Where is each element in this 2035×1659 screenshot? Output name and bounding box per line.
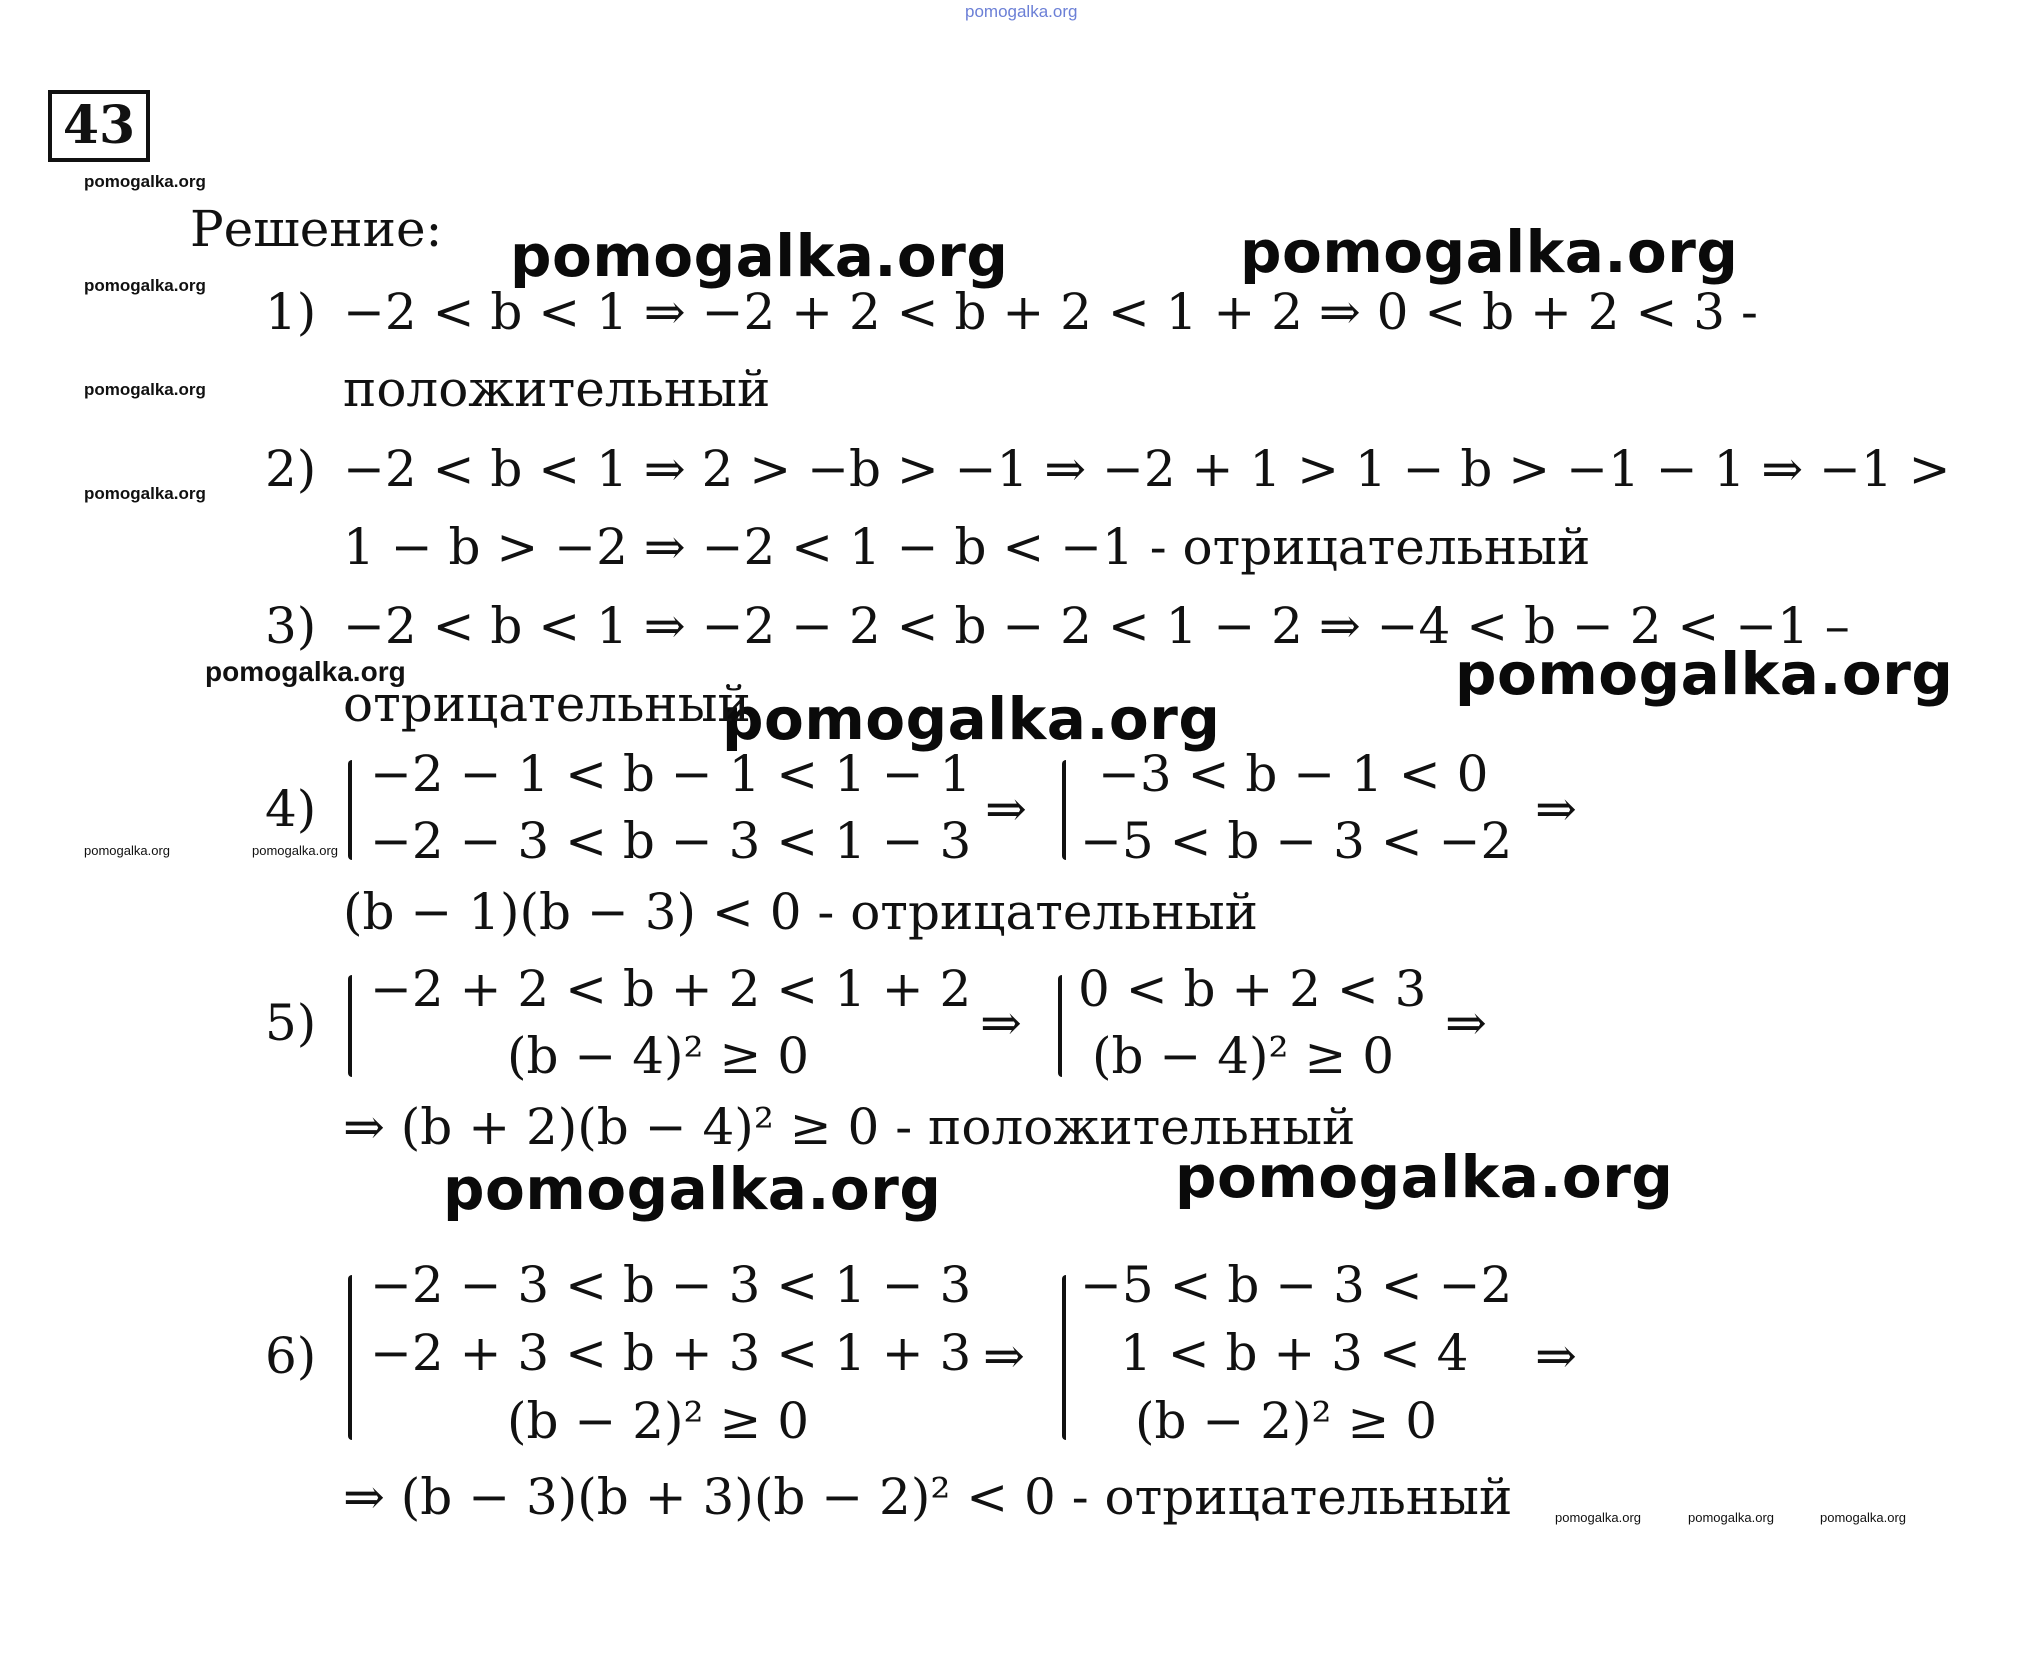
item-2-line-2: 1 − b > −2 ⇒ −2 < 1 − b < −1 - отрицательный [343, 518, 1591, 576]
system-brace [348, 975, 352, 1077]
watermark-top: pomogalka.org [965, 2, 1078, 21]
watermark-large: pomogalka.org [510, 222, 1009, 290]
item-6-system-left-2: −2 + 3 < b + 3 < 1 + 3 [370, 1324, 972, 1382]
item-5-system-left-1: −2 + 2 < b + 2 < 1 + 2 [370, 960, 972, 1018]
item-4-arrow: ⇒ [985, 780, 1027, 838]
solution-label: Решение: [190, 200, 443, 258]
item-4-label: 4) [265, 780, 317, 838]
item-4-arrow-end: ⇒ [1535, 780, 1577, 838]
watermark-tiny: pomogalka.org [1555, 1510, 1641, 1525]
system-brace [1062, 760, 1066, 860]
item-2-label: 2) [265, 440, 317, 498]
item-4-system-left-2: −2 − 3 < b − 3 < 1 − 3 [370, 812, 972, 870]
item-5-system-left-2: (b − 4)² ≥ 0 [507, 1027, 810, 1085]
item-3-label: 3) [265, 597, 317, 655]
item-6-system-right-3: (b − 2)² ≥ 0 [1135, 1392, 1438, 1450]
watermark-large: pomogalka.org [722, 685, 1221, 753]
system-brace [1062, 1275, 1066, 1440]
item-4-system-right-2: −5 < b − 3 < −2 [1080, 812, 1513, 870]
item-2-line-1: −2 < b < 1 ⇒ 2 > −b > −1 ⇒ −2 + 1 > 1 − b > −1 − 1 ⇒ −1 > [343, 440, 1951, 498]
item-6-system-left-3: (b − 2)² ≥ 0 [507, 1392, 810, 1450]
watermark-tiny: pomogalka.org [252, 843, 338, 858]
item-6-result: ⇒ (b − 3)(b + 3)(b − 2)² < 0 - отрицательный [343, 1468, 1513, 1526]
item-6-system-right-1: −5 < b − 3 < −2 [1080, 1256, 1513, 1314]
watermark-tiny: pomogalka.org [1688, 1510, 1774, 1525]
task-number-box: 43 [48, 90, 150, 162]
item-6-arrow-end: ⇒ [1535, 1327, 1577, 1385]
watermark-small: pomogalka.org [84, 172, 206, 191]
item-6-label: 6) [265, 1327, 317, 1385]
item-5-system-right-1: 0 < b + 2 < 3 [1078, 960, 1427, 1018]
watermark-large: pomogalka.org [1455, 640, 1954, 708]
item-1-line-2: положительный [343, 360, 771, 418]
item-3-line-1: −2 < b < 1 ⇒ −2 − 2 < b − 2 < 1 − 2 ⇒ −4 < b − 2 < −1 – [343, 597, 1850, 655]
watermark-tiny: pomogalka.org [84, 843, 170, 858]
item-5-arrow: ⇒ [980, 994, 1022, 1052]
item-6-system-right-2: 1 < b + 3 < 4 [1120, 1324, 1469, 1382]
item-5-arrow-end: ⇒ [1445, 994, 1487, 1052]
item-1-line-1: −2 < b < 1 ⇒ −2 + 2 < b + 2 < 1 + 2 ⇒ 0 < b + 2 < 3 - [343, 283, 1758, 341]
watermark-small: pomogalka.org [84, 484, 206, 503]
watermark-medium: pomogalka.org [205, 656, 406, 687]
item-5-system-right-2: (b − 4)² ≥ 0 [1092, 1027, 1395, 1085]
watermark-large: pomogalka.org [1240, 218, 1739, 286]
item-1-label: 1) [265, 283, 317, 341]
watermark-large: pomogalka.org [443, 1155, 942, 1223]
item-5-result: ⇒ (b + 2)(b − 4)² ≥ 0 - положительный [343, 1098, 1356, 1156]
watermark-small: pomogalka.org [84, 276, 206, 295]
system-brace [348, 760, 352, 860]
item-4-result: (b − 1)(b − 3) < 0 - отрицательный [343, 883, 1258, 941]
item-4-system-left-1: −2 − 1 < b − 1 < 1 − 1 [370, 745, 972, 803]
watermark-small: pomogalka.org [84, 380, 206, 399]
item-5-label: 5) [265, 994, 317, 1052]
item-6-system-left-1: −2 − 3 < b − 3 < 1 − 3 [370, 1256, 972, 1314]
system-brace [1058, 975, 1062, 1077]
item-6-arrow: ⇒ [983, 1327, 1025, 1385]
system-brace [348, 1275, 352, 1440]
watermark-large: pomogalka.org [1175, 1143, 1674, 1211]
item-3-line-2: отрицательный [343, 675, 751, 733]
watermark-tiny: pomogalka.org [1820, 1510, 1906, 1525]
item-4-system-right-1: −3 < b − 1 < 0 [1098, 745, 1489, 803]
